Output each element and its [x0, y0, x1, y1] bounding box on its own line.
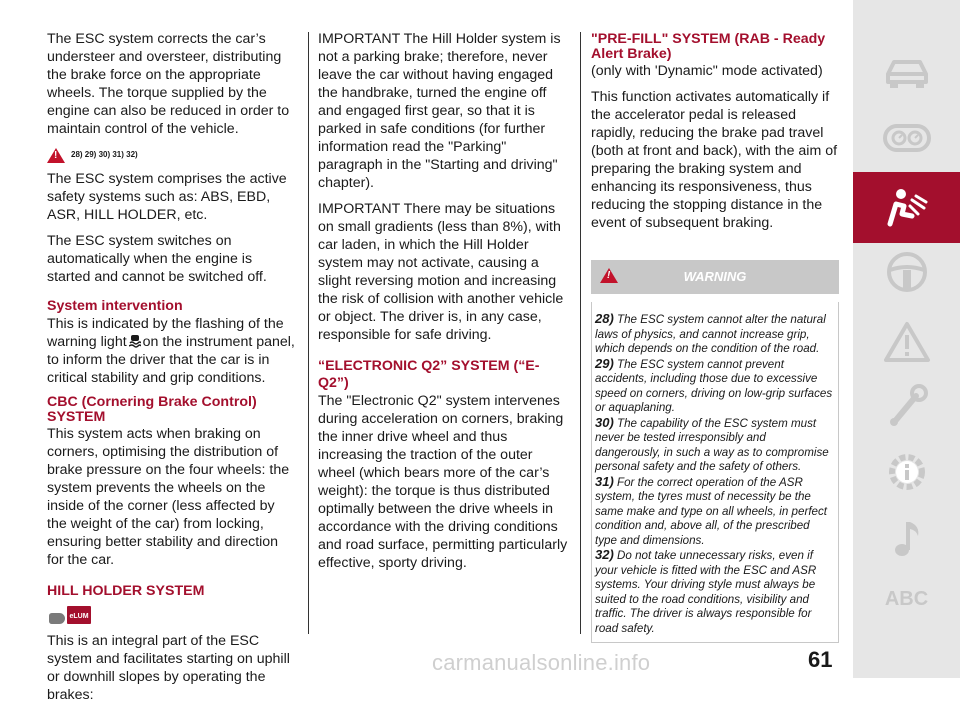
paragraph: This is an integral part of the ESC system and facilitates starting on uphill or downhill slopes by operating the brakes:	[47, 633, 290, 703]
column-1	[47, 30, 297, 712]
paragraph: IMPORTANT There may be situations on small gradients (less than 8%), with car laden, in which the Hill Holder system may not activate, causing a slight reversing motion and increasing the risk of collision with another vehicle or object. The driver is, in any case, responsible for safe driving.	[318, 201, 564, 343]
warning-box	[591, 260, 839, 643]
warning-triangle-icon	[882, 320, 932, 364]
tab-safety[interactable]	[853, 172, 960, 243]
column-3	[591, 30, 841, 643]
info-gear-icon	[882, 450, 932, 494]
airbag-safety-icon	[882, 186, 932, 230]
paragraph: (only with 'Dynamic" mode activated)	[591, 63, 823, 79]
warning-triangle-icon	[47, 148, 65, 163]
car-icon	[882, 52, 932, 96]
tab-car[interactable]	[853, 38, 960, 109]
column-divider	[580, 32, 581, 634]
chapter-sidebar	[853, 0, 960, 678]
warning-refs	[47, 146, 297, 164]
steering-wheel-icon	[882, 250, 932, 294]
version-icons	[49, 606, 297, 624]
heading-cbc: CBC (Cornering Brake Control) SYSTEM	[47, 394, 257, 425]
paragraph: This function activates automatically if the accelerator pedal is released rapidly, reducing the brake pad travel (both at front and back), with the aim of preparing the braking system and enhancing its responsiveness, thus reducing the stopping distance in the event of subsequent braking.	[591, 89, 838, 231]
heading-hill-holder: HILL HOLDER SYSTEM	[47, 583, 205, 599]
paragraph: The ESC system switches on automatically when the engine is started and cannot be switched off.	[47, 233, 267, 285]
column-2	[318, 30, 570, 580]
paragraph: This is indicated by the flashing of the warning light on the instrument panel, to inform the driver that the car is in critical stability and grip conditions.	[47, 316, 295, 386]
tab-maintenance[interactable]	[853, 370, 960, 441]
warning-item: 28) The ESC system cannot alter the natural laws of physics, and cannot increase grip, which depends on the condition of the road.	[595, 311, 826, 355]
wrench-icon	[882, 384, 932, 428]
warning-list	[591, 302, 839, 643]
tab-index[interactable]	[853, 564, 960, 635]
heading-pre-fill: "PRE-FILL" SYSTEM (RAB - Ready Alert Brake)	[591, 31, 826, 62]
tab-warnings[interactable]	[853, 306, 960, 377]
abc-label: ABC	[884, 588, 929, 610]
tab-multimedia[interactable]	[853, 502, 960, 573]
elum-icon: eLUM	[67, 606, 91, 624]
paragraph: The ESC system comprises the active safety systems such as: ABS, EBD, ASR, HILL HOLDER, etc.	[47, 171, 287, 223]
paragraph: This system acts when braking on corners, optimising the distribution of brake pressure on the four wheels: the system prevents the wheels on the inside of the corner (less affected by the weight of the car) from locking, ensuring better stability and direction for the car.	[47, 426, 290, 568]
warning-header	[591, 260, 839, 294]
warning-item: 32) Do not take unnecessary risks, even if your vehicle is fitted with the ESC and ASR systems. Your driving style must always be suited to the road conditions, visibility and traffic. The driver is always responsible for road safety.	[595, 547, 817, 635]
music-note-icon	[882, 516, 932, 560]
pointing-hand-icon	[49, 613, 65, 624]
watermark: carmanualsonline.info	[432, 650, 651, 675]
esc-warning-light-icon	[129, 335, 141, 348]
dashboard-icon	[882, 116, 932, 160]
warning-triangle-icon	[600, 268, 618, 283]
tab-technical-data[interactable]	[853, 436, 960, 507]
warning-item: 30) The capability of the ESC system must never be tested irresponsibly and dangerously, in such a way as to compromise personal safety and the safety of others.	[595, 414, 829, 473]
tab-dashboard[interactable]	[853, 102, 960, 173]
page-number: 61	[808, 647, 833, 672]
paragraph: The ESC system corrects the car’s understeer and oversteer, distributing the brake force on the appropriate wheels. The torque supplied by the engine can also be reduced in order to maintain control of the vehicle.	[47, 31, 290, 137]
paragraph: The "Electronic Q2" system intervenes during acceleration on corners, braking the inner drive wheel and thus increasing the traction of the outer wheel (which bears more of the car’s weight): the torque is thus distributed optimally between the drive wheels in accordance with the driving conditions and road surface, permitting particularly effective, sporty driving.	[318, 393, 568, 571]
heading-system-intervention: System intervention	[47, 298, 183, 314]
warning-item: 29) The ESC system cannot prevent accidents, including those due to excessive speed on corners, driving on low-grip surfaces or aquaplaning.	[595, 355, 833, 414]
warning-title: WARNING	[683, 269, 747, 284]
paragraph: IMPORTANT The Hill Holder system is not a parking brake; therefore, never leave the car without having engaged the handbrake, turned the engine off and engaged first gear, so that it is parked in safe conditions (for further information read the "Parking" paragraph in the "Starting and driving" chapter).	[318, 31, 561, 191]
heading-electronic-q2: “ELECTRONIC Q2” SYSTEM (“E-Q2”)	[318, 358, 540, 391]
column-divider	[308, 32, 309, 634]
warning-ref-numbers: 28) 29) 30) 31) 32)	[71, 150, 138, 159]
tab-steering[interactable]	[853, 236, 960, 307]
warning-item: 31) For the correct operation of the ASR system, the tyres must of necessity be the same make and type on all wheels, in perfect condition and, above all, of the prescribed type and dimensions.	[595, 473, 827, 547]
